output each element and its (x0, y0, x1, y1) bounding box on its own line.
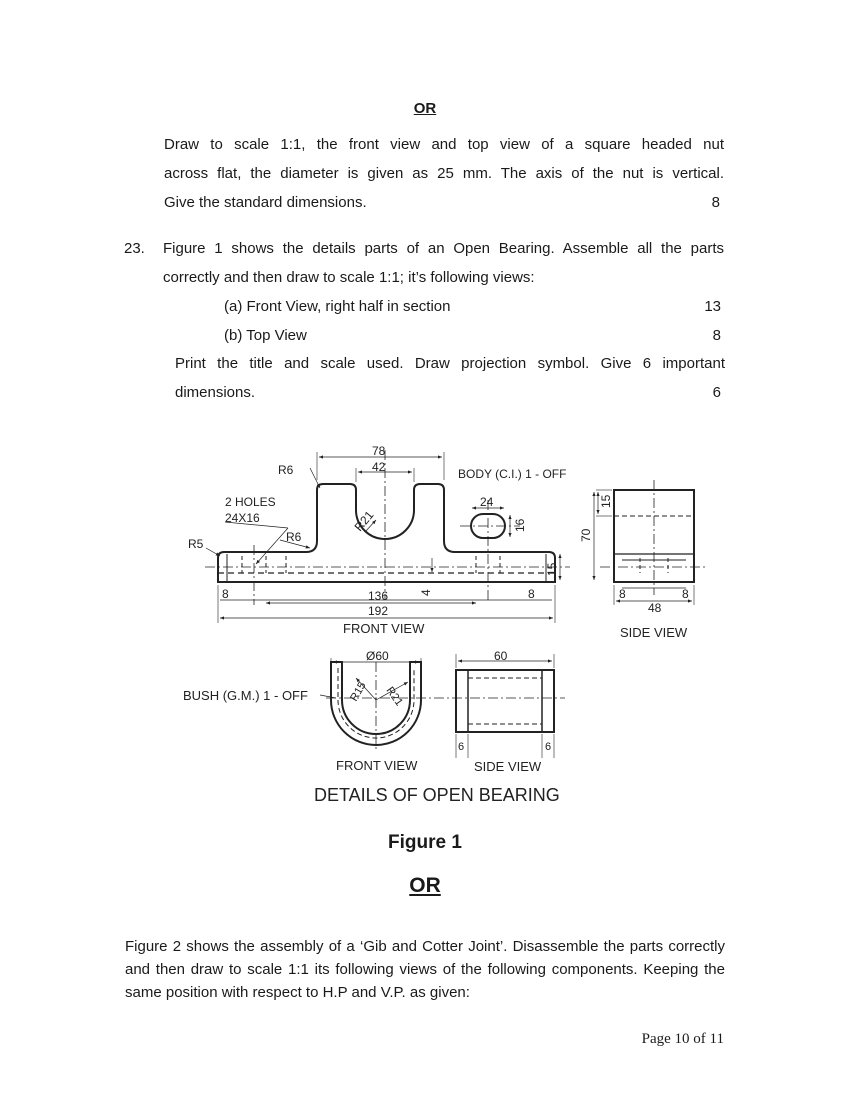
open-bearing-drawing (170, 440, 710, 810)
dim-78: 78 (372, 444, 386, 458)
or-heading-big: OR (409, 874, 441, 897)
sv-dim-8-left: 8 (619, 587, 626, 601)
front-view-label-2: FRONT VIEW (336, 758, 418, 773)
page-footer: Page 10 of 11 (641, 1031, 724, 1047)
dim-16: 16 (513, 518, 527, 532)
q23-line-2: correctly and then draw to scale 1:1; it’s following views: (163, 269, 535, 286)
label-r6-top: R6 (278, 463, 294, 477)
dim-6-right: 6 (545, 741, 552, 753)
front-view-label-1: FRONT VIEW (343, 621, 425, 636)
dim-42: 42 (372, 460, 386, 474)
label-r6-mid: R6 (286, 530, 302, 544)
label-bush: BUSH (G.M.) 1 - OFF (183, 688, 308, 703)
q23-items (224, 292, 721, 350)
label-r5: R5 (188, 537, 204, 551)
label-holes-1: 2 HOLES (225, 495, 276, 509)
bush-side-view (456, 670, 554, 732)
q23-item-b (224, 321, 721, 350)
nut-line-3-text: Give the standard dimensions. (164, 194, 367, 211)
dim-4: 4 (419, 589, 433, 596)
nut-question (164, 130, 724, 217)
q23-print-line-1: Print the title and scale used. Draw projection symbol. Give 6 important (175, 355, 725, 372)
q23-body (163, 234, 724, 292)
dim-136: 136 (368, 589, 389, 603)
nut-line-2: across flat, the diameter is given as 25 mm. The axis of the nut is vertical. (164, 165, 724, 182)
q23-item-a-marks: 13 (704, 298, 721, 315)
q23-item-b-marks: 8 (712, 327, 721, 344)
label-r21: R21 (351, 508, 377, 534)
figure-title: DETAILS OF OPEN BEARING (314, 785, 560, 805)
gib-cotter-question: Figure 2 shows the assembly of a ‘Gib and Cotter Joint’. Disassemble the parts correctly and then draw to scale 1:1 its following views of the following components. Keeping the same position with respect to H.P and V.P. as given: (125, 938, 725, 1001)
dim-192: 192 (368, 604, 389, 618)
dim-dia-60: Ø60 (366, 649, 389, 663)
q23-item-b-label: (b) Top View (224, 327, 307, 344)
dim-24: 24 (480, 495, 494, 509)
dim-8-left: 8 (222, 587, 229, 601)
dim-6-left: 6 (458, 741, 465, 753)
dim-48: 48 (648, 601, 662, 615)
q23-line-1: Figure 1 shows the details parts of an Open Bearing. Assemble all the parts (163, 240, 724, 257)
or-heading-top: OR (413, 100, 437, 117)
label-r15: R15 (348, 680, 369, 704)
q23-number: 23. (124, 240, 145, 257)
dim-15-side: 15 (599, 494, 613, 508)
label-r21b: R21 (383, 684, 405, 709)
nut-line-3 (164, 188, 724, 217)
q23-print-line-2 (175, 378, 725, 407)
dim-15-base: 15 (545, 562, 559, 576)
label-holes-2: 24X16 (225, 511, 260, 525)
side-view-label-1: SIDE VIEW (620, 625, 688, 640)
nut-line-1: Draw to scale 1:1, the front view and top view of a square headed nut (164, 136, 724, 153)
q23-print-marks: 6 (712, 384, 721, 401)
q23-item-a-label: (a) Front View, right half in section (224, 298, 451, 315)
dim-70: 70 (579, 528, 593, 542)
dim-60: 60 (494, 649, 508, 663)
nut-marks: 8 (711, 194, 720, 211)
q23-print-line-2-text: dimensions. (175, 384, 256, 401)
dim-8-right: 8 (528, 587, 535, 601)
q23-item-a (224, 292, 721, 321)
label-body: BODY (C.I.) 1 - OFF (458, 467, 567, 481)
figure-caption: Figure 1 (388, 832, 462, 853)
side-view-label-2: SIDE VIEW (474, 759, 542, 774)
q23-print (175, 349, 725, 407)
sv-dim-8-right: 8 (682, 587, 689, 601)
